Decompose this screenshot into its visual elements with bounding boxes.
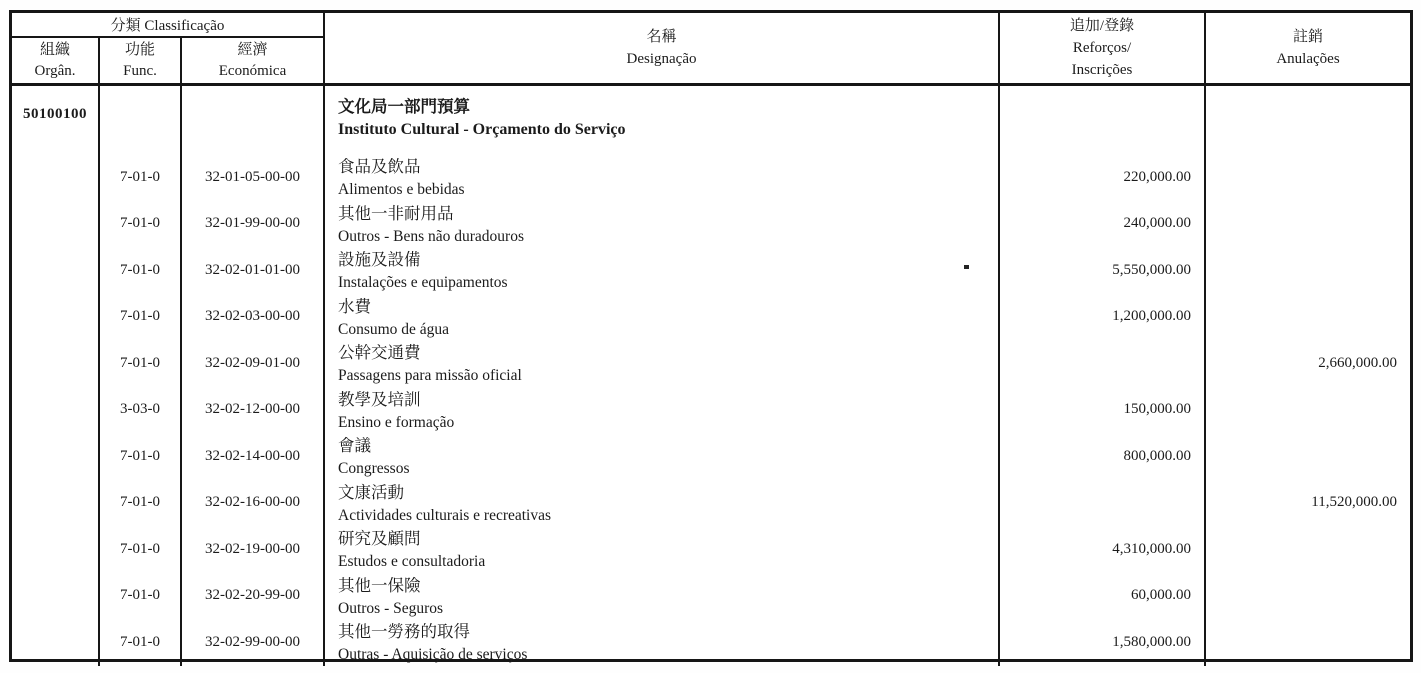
row-reinforcement-amount: 220,000.00 xyxy=(1000,150,1206,201)
row-designation-cell xyxy=(325,150,1000,201)
column-header-reinforcements xyxy=(1000,13,1206,83)
row-organ-cell xyxy=(12,243,100,294)
row-name-zh: 設施及設備 xyxy=(338,250,421,269)
row-name-zh: 會議 xyxy=(338,436,371,455)
column-header-func-pt: Func. xyxy=(123,62,157,79)
table-row xyxy=(12,290,1410,337)
table-row xyxy=(12,243,1410,290)
column-header-designation xyxy=(325,13,1000,83)
column-header-econ-zh: 經濟 xyxy=(237,41,268,58)
column-header-econ xyxy=(182,38,323,83)
table-row xyxy=(12,522,1410,569)
table-row xyxy=(12,197,1410,244)
row-func-code: 7-01-0 xyxy=(100,290,182,341)
budget-table xyxy=(9,10,1413,662)
row-econ-code: 32-02-12-00-00 xyxy=(182,383,325,434)
row-designation-cell xyxy=(325,243,1000,294)
empty-func-cell xyxy=(100,86,182,150)
column-header-annulments-pt: Anulações xyxy=(1276,51,1340,67)
organization-title-row xyxy=(12,86,1410,150)
row-reinforcement-amount: 60,000.00 xyxy=(1000,569,1206,620)
row-organ-cell xyxy=(12,290,100,341)
organization-code: 50100100 xyxy=(12,86,100,150)
row-designation-cell xyxy=(325,522,1000,573)
row-designation-cell xyxy=(325,383,1000,434)
row-reinforcement-amount: 1,200,000.00 xyxy=(1000,290,1206,341)
row-name-pt: Estudos e consultadoria xyxy=(338,553,486,570)
row-organ-cell xyxy=(12,429,100,480)
row-econ-code: 32-02-19-00-00 xyxy=(182,522,325,573)
row-annulment-amount xyxy=(1206,150,1410,201)
row-func-code: 7-01-0 xyxy=(100,569,182,620)
row-reinforcement-amount: 1,580,000.00 xyxy=(1000,615,1206,666)
row-name-pt: Outros - Bens não duradouros xyxy=(338,227,524,245)
row-name-zh: 文康活動 xyxy=(338,482,404,502)
row-organ-cell xyxy=(12,336,100,387)
row-designation-cell xyxy=(325,569,1000,620)
row-annulment-amount: 2,660,000.00 xyxy=(1318,354,1397,371)
row-organ-cell xyxy=(12,476,100,527)
row-reinforcement-amount: 5,550,000.00 xyxy=(1000,243,1206,294)
column-header-annulments-zh: 註銷 xyxy=(1292,29,1323,45)
organization-title-cell xyxy=(325,86,1000,150)
row-designation-cell xyxy=(325,476,1000,527)
row-name-zh: 其他一保險 xyxy=(338,575,421,595)
table-body xyxy=(12,86,1410,662)
empty-annulment-cell xyxy=(1206,86,1410,150)
row-designation-cell xyxy=(325,197,1000,248)
row-func-code: 7-01-0 xyxy=(100,476,182,527)
column-header-reinforcements-pt1: Reforços/ xyxy=(1072,40,1132,56)
row-name-pt: Passagens para missão oficial xyxy=(338,367,522,384)
row-reinforcement-amount: 240,000.00 xyxy=(1000,197,1206,248)
row-econ-code: 32-02-16-00-00 xyxy=(182,476,325,527)
row-name-zh: 研究及顧問 xyxy=(338,529,421,548)
row-name-pt: Consumo de água xyxy=(338,320,450,338)
row-organ-cell xyxy=(12,383,100,434)
row-name-zh: 公幹交通費 xyxy=(338,343,421,362)
row-name-zh: 其他一勞務的取得 xyxy=(338,622,470,641)
empty-reinforcement-cell xyxy=(1000,86,1206,150)
row-econ-code: 32-01-05-00-00 xyxy=(182,150,325,201)
empty-econ-cell xyxy=(182,86,325,150)
column-header-organ xyxy=(12,38,100,83)
row-annulment-amount xyxy=(1206,290,1410,341)
row-annulment-amount xyxy=(1206,429,1410,480)
column-header-organ-pt: Orgân. xyxy=(34,62,76,79)
row-reinforcement-amount: 800,000.00 xyxy=(1000,429,1206,480)
row-econ-code: 32-02-09-01-00 xyxy=(182,336,325,387)
column-header-econ-pt: Económica xyxy=(218,62,287,79)
column-header-func xyxy=(100,38,182,83)
table-row xyxy=(12,569,1410,616)
row-annulment-amount xyxy=(1206,522,1410,573)
row-func-code: 7-01-0 xyxy=(100,243,182,294)
row-name-pt: Actividades culturais e recreativas xyxy=(338,506,552,524)
row-reinforcement-amount xyxy=(1000,476,1206,527)
column-header-designation-zh: 名稱 xyxy=(646,29,677,45)
row-name-pt: Ensino e formação xyxy=(338,413,455,431)
row-organ-cell xyxy=(12,615,100,666)
row-organ-cell xyxy=(12,522,100,573)
row-econ-code: 32-02-01-01-00 xyxy=(182,243,325,294)
row-func-code: 7-01-0 xyxy=(100,429,182,480)
table-row xyxy=(12,150,1410,197)
row-designation-cell xyxy=(325,336,1000,387)
column-header-func-zh: 功能 xyxy=(124,41,155,58)
row-designation-cell xyxy=(325,429,1000,480)
table-row xyxy=(12,383,1410,430)
row-econ-code: 32-02-20-99-00 xyxy=(182,569,325,620)
scan-artifact-dot xyxy=(964,265,969,269)
row-annulment-amount xyxy=(1206,383,1410,434)
row-econ-code: 32-02-99-00-00 xyxy=(182,615,325,666)
row-name-zh: 水費 xyxy=(338,296,371,316)
row-func-code: 3-03-0 xyxy=(100,383,182,434)
table-body-rows xyxy=(12,150,1410,662)
classification-group-header xyxy=(12,13,325,83)
column-header-reinforcements-pt2: Inscrições xyxy=(1071,62,1133,78)
row-reinforcement-amount xyxy=(1000,336,1206,387)
column-header-reinforcements-zh: 追加/登錄 xyxy=(1069,18,1135,34)
row-name-pt: Congressos xyxy=(338,460,410,477)
row-name-zh: 教學及培訓 xyxy=(338,389,421,409)
table-row xyxy=(12,429,1410,476)
row-annulment-amount xyxy=(1206,569,1410,620)
column-header-designation-pt: Designação xyxy=(626,51,697,67)
row-name-zh: 其他一非耐用品 xyxy=(338,203,454,223)
table-row xyxy=(12,615,1410,662)
row-name-pt: Outros - Seguros xyxy=(338,599,444,617)
row-func-code: 7-01-0 xyxy=(100,336,182,387)
row-name-pt: Instalações e equipamentos xyxy=(338,274,508,291)
row-organ-cell xyxy=(12,569,100,620)
table-header xyxy=(12,13,1410,86)
row-func-code: 7-01-0 xyxy=(100,197,182,248)
classification-group-label: 分類 Classificação xyxy=(12,13,323,38)
row-econ-code: 32-01-99-00-00 xyxy=(182,197,325,248)
organization-title-pt: Instituto Cultural - Orçamento do Serviço xyxy=(338,121,626,138)
table-row xyxy=(12,336,1410,383)
row-func-code: 7-01-0 xyxy=(100,150,182,201)
row-annulment-amount xyxy=(1206,615,1410,666)
row-annulment-amount xyxy=(1206,243,1410,294)
row-designation-cell xyxy=(325,290,1000,341)
row-func-code: 7-01-0 xyxy=(100,522,182,573)
row-name-pt: Outras - Aquisição de serviços xyxy=(338,646,528,663)
row-name-pt: Alimentos e bebidas xyxy=(338,181,465,198)
classification-subcolumns xyxy=(12,38,323,83)
row-organ-cell xyxy=(12,197,100,248)
row-reinforcement-amount: 4,310,000.00 xyxy=(1000,522,1206,573)
table-row xyxy=(12,476,1410,523)
row-func-code: 7-01-0 xyxy=(100,615,182,666)
row-annulment-amount xyxy=(1206,197,1410,248)
column-header-organ-zh: 組織 xyxy=(39,41,70,58)
row-name-zh: 食品及飲品 xyxy=(338,157,421,176)
row-reinforcement-amount: 150,000.00 xyxy=(1000,383,1206,434)
row-econ-code: 32-02-03-00-00 xyxy=(182,290,325,341)
row-designation-cell xyxy=(325,615,1000,666)
row-econ-code: 32-02-14-00-00 xyxy=(182,429,325,480)
column-header-annulments xyxy=(1206,13,1410,83)
row-organ-cell xyxy=(12,150,100,201)
organization-title-zh: 文化局一部門預算 xyxy=(338,97,470,116)
row-annulment-amount: 11,520,000.00 xyxy=(1311,494,1397,510)
